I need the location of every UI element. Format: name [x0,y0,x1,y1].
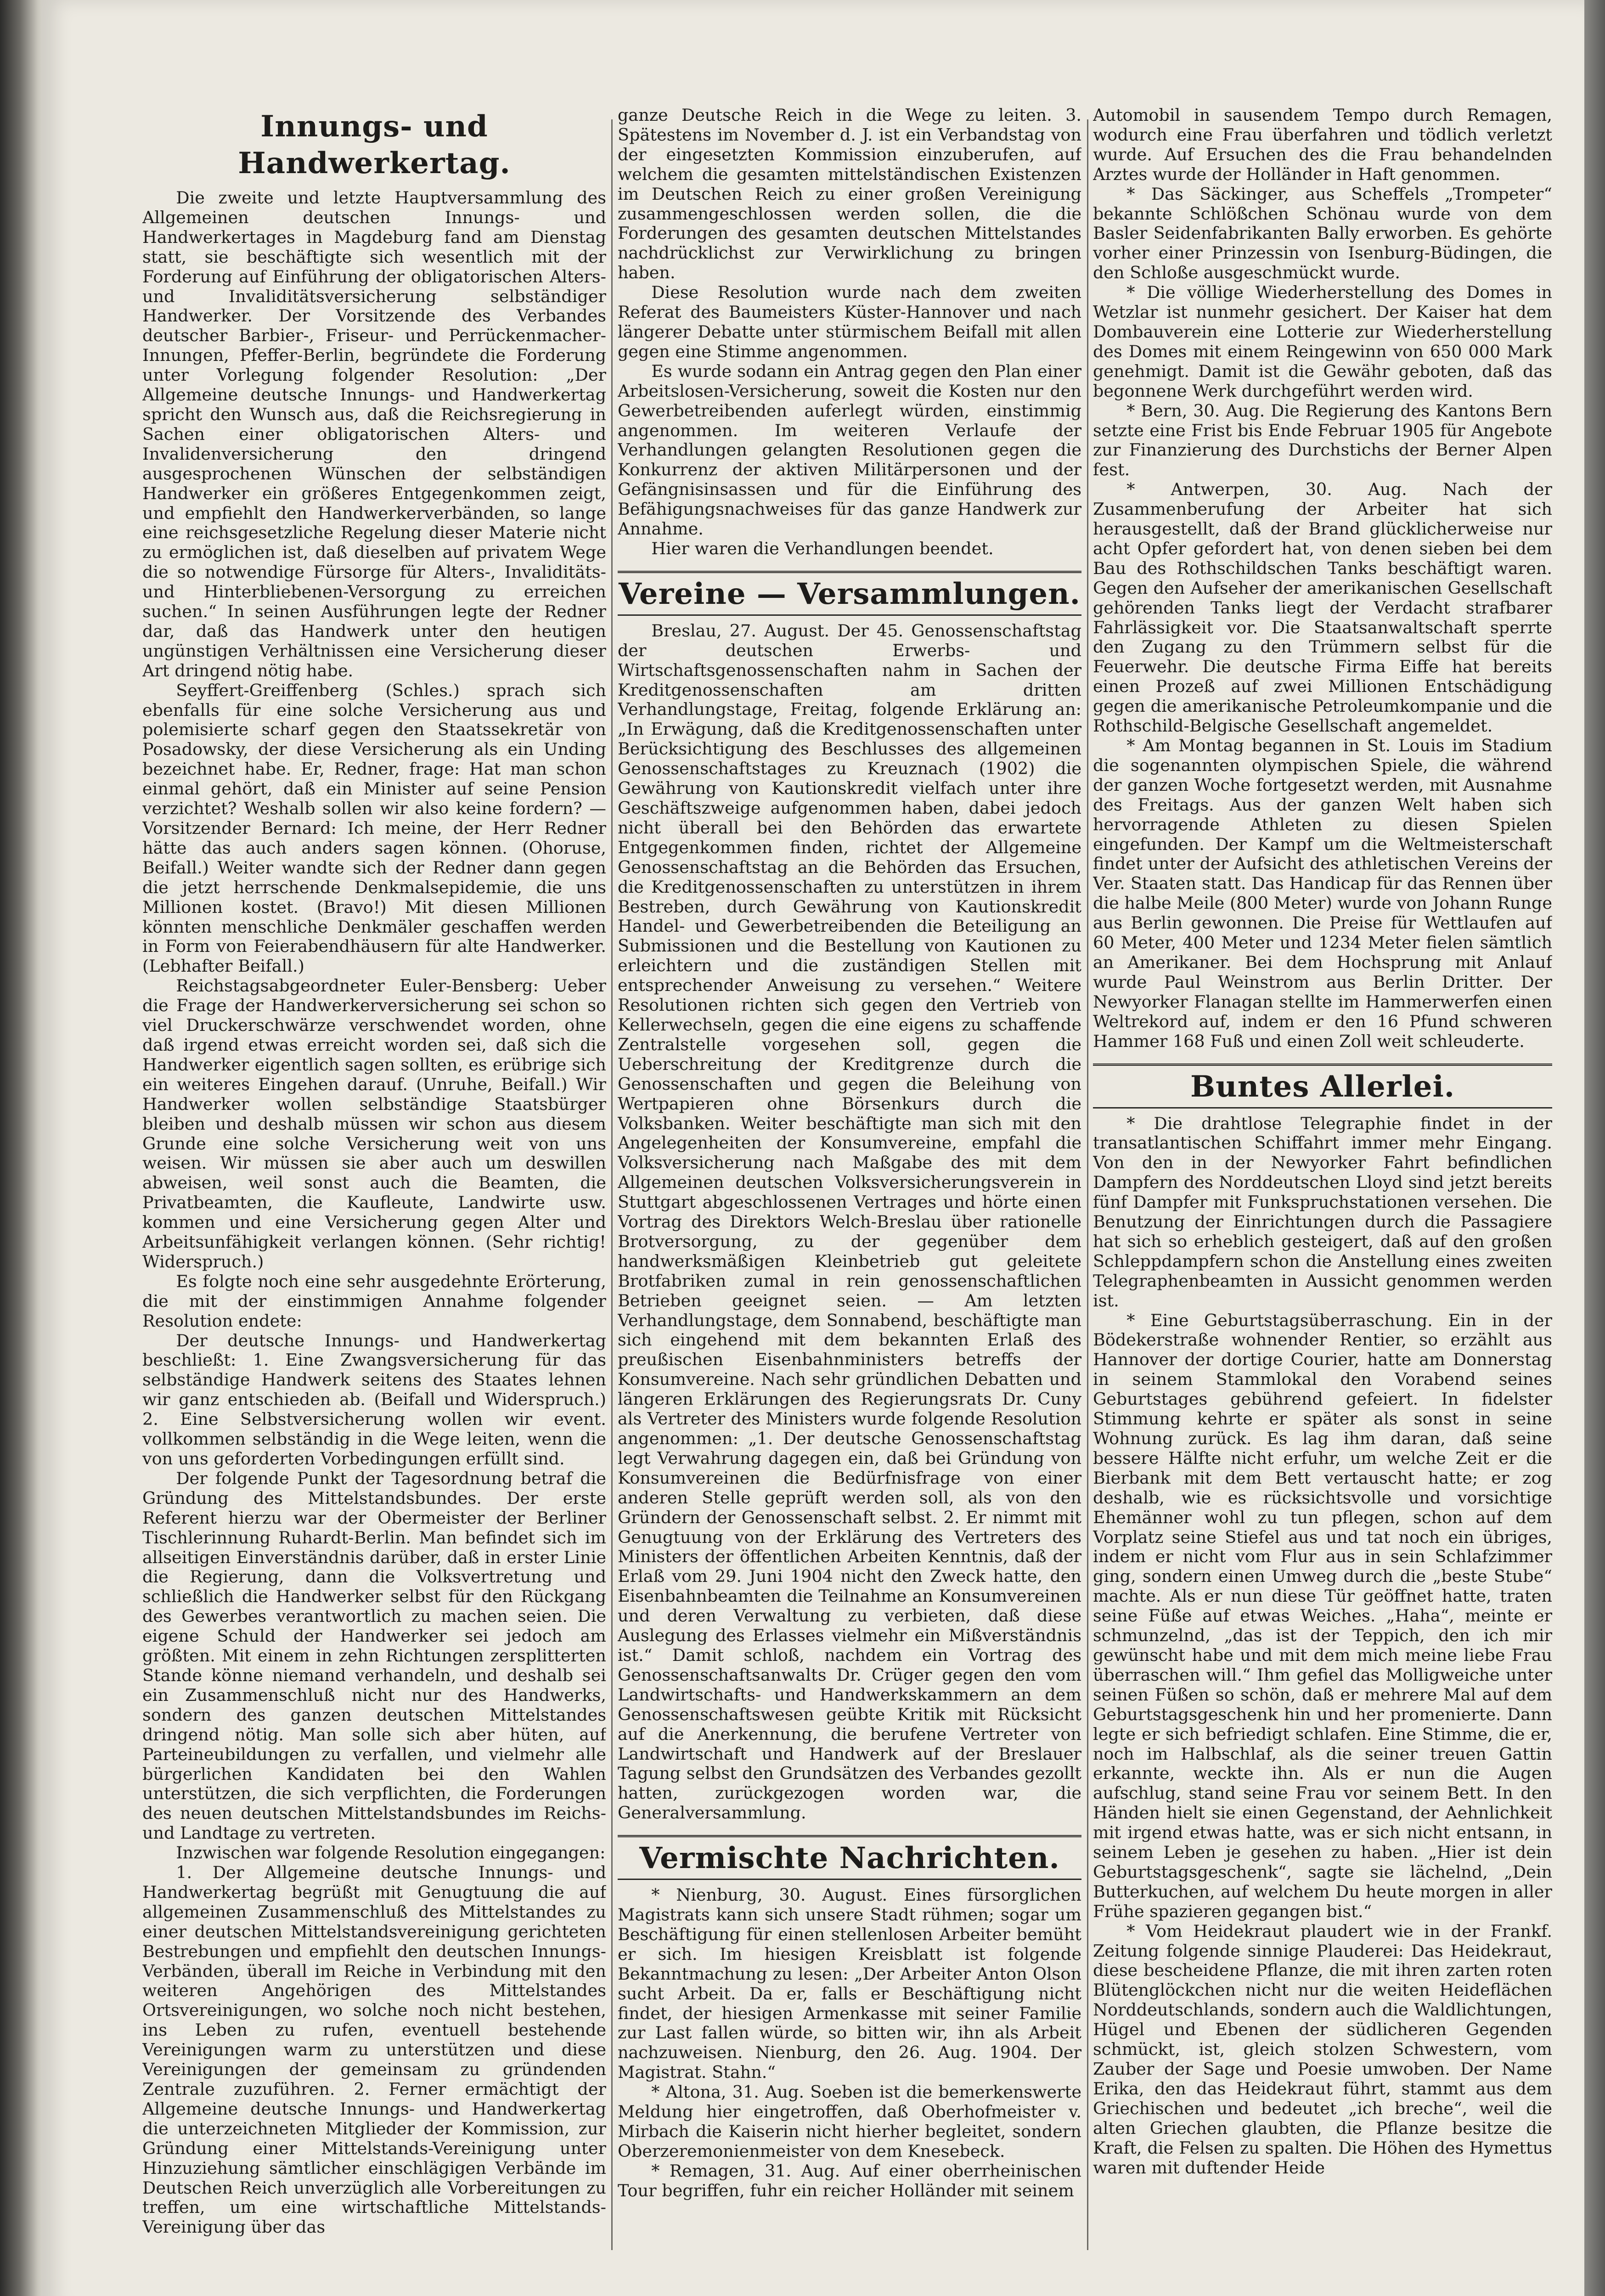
paragraph: * Am Montag begannen in St. Louis im Stadium die sogenannten olympischen Spiele, die während der ganzen Woche fortgesetzt werden, mit Ausnahme des Freitags. Aus der ganzen Welt haben sich hervorragende Athleten zu diesen Spielen eingefunden. Der Kampf um die Weltmeisterschaft findet unter der Aufsicht des athletischen Vereins der Ver. Staaten statt. Das Handicap für das Rennen über die halbe Meile (800 Meter) wurde von Johann Runge aus Berlin gewonnen. Die Preise für Wettlaufen auf 60 Meter, 400 Meter und 1234 Meter fielen sämtlich an Amerikaner. Bei dem Hochsprung mit Anlauf wurde Paul Weinstrom aus Berlin Dritter. Der Newyorker Flanagan stellte im Hammerwerfen einen Weltrekord auf, indem er den 16 Pfund schweren Hammer 168 Fuß und einen Zoll weit schleuderte. [1093,736,1552,1051]
column-rule-2 [1087,119,1088,2250]
paragraph: * Die drahtlose Telegraphie findet in der transatlantischen Schiffahrt immer mehr Eingang. Von den in der Newyorker Fahrt befindlichen Dampfern des Norddeutschen Lloyd sind jetzt bereits fünf Dampfer mit Funkspruchstationen versehen. Die Benutzung der Einrichtungen durch die Passagiere hat sich so erheblich gesteigert, daß auf den großen Schleppdampfern schon die Anstellung eines zweiten Telegraphenbeamten in Aussicht genommen werden ist. [1093,1113,1552,1311]
paragraph: Breslau, 27. August. Der 45. Genossenschaftstag der deutschen Erwerbs- und Wirtschaftsgenossenschaften nahm in Sachen der Kreditgenossenschaften am dritten Verhandlungstage, Freitag, folgende Erklärung an: „In Erwägung, daß die Kreditgenossenschaften unter Berücksichtigung des Beschlusses des allgemeinen Genossenschaftstages zu Kreuznach (1902) die Gewährung von Kautionskredit vielfach unter ihre Geschäftszweige aufgenommen haben, dabei jedoch nicht überall bei den Behörden das erwartete Entgegenkommen finden, richtet der Allgemeine Genossenschaftstag an die Behörden das Ersuchen, die Kreditgenossenschaften zu unterstützen in ihrem Bestreben, durch Gewährung von Kautionskredit Handel- und Gewerbetreibenden die Beteiligung an Submissionen und die Bestellung von Kautionen zu erleichtern und die zuständigen Stellen mit entsprechender Anweisung zu versehen.“ Weitere Resolutionen richten sich gegen den Vertrieb von Kellerwechseln, gegen die eine eigens zu schaffende Zentralstelle vorgesehen soll, gegen die Ueberschreitung der Kreditgrenze durch die Genossenschaften und gegen die Beleihung von Wertpapieren ohne Börsenkurs durch die Volksbanken. Weiter beschäftigte man sich mit den Angelegenheiten der Konsumvereine, empfahl die Volksversicherung nach Maßgabe des mit dem Allgemeinen deutschen Volksversicherungsverein in Stuttgart abgeschlossenen Vertrages und hörte einen Vortrag des Direktors Welch-Breslau über rationelle Brotversorgung, zu der gegenüber dem handwerksmäßigen Kleinbetrieb gut geleitete Brotfabriken zumal in rein genossenschaftlichen Betrieben geeignet seien. — Am letzten Verhandlungstage, dem Sonnabend, beschäftigte man sich eingehend mit dem bekannten Erlaß des preußischen Eisenbahnministers betreffs der Konsumvereine. Nach sehr gründlichen Debatten und längeren Erklärungen des Regierungsrats Dr. Cuny als Vertreter des Ministers wurde folgende Resolution angenommen: „1. Der deutsche Genossenschaftstag legt Verwahrung dagegen ein, daß bei Gründung von Konsumvereinen die Bedürfnisfrage von einer anderen Stelle geprüft werden soll, als von den Gründern der Genossenschaft selbst. 2. Er nimmt mit Genugtuung von der Erklärung des Vertreters des Ministers der öffentlichen Arbeiten Kenntnis, daß der Erlaß vom 29. Juni 1904 nicht den Zweck hatte, den Eisenbahnbeamten die Teilnahme an Konsumvereinen und deren Verwaltung zu verbieten, daß diese Auslegung des Erlasses vielmehr ein Mißverständnis ist.“ Damit schloß, nachdem ein Vortrag des Genossenschaftsanwalts Dr. Crüger gegen den vom Landwirtschafts- und Handwerkskammern an dem Genossenschaftswesen geübte Kritik mit Rücksicht auf die Anerkennung, die berufene Vertreter von Landwirtschaft und Handwerk auf der Breslauer Tagung selbst den Grundsätzen des Verbandes gezollt hatten, zurückgezogen worden war, die Generalversammlung. [618,620,1081,1823]
column-2 [618,106,1081,2264]
article-heading-innungstag: Innungs- und Handwerkertag. [238,109,511,180]
paragraph: * Eine Geburtstagsüberraschung. Ein in der Bödekerstraße wohnender Rentier, so erzählt aus Hannover der dortige Courier, hatte am Donnerstag in seinem Stammlokal den Vorabend seines Geburtstages gebührend gefeiert. In fidelster Stimmung kehrte er später als sonst in seine Wohnung zurück. Es lag ihm daran, daß seine bessere Hälfte nicht erfuhr, um welche Zeit er die Bierbank mit dem Bett vertauscht hatte; er zog deshalb, wie es rücksichtsvolle und vorsichtige Ehemänner wohl zu tun pflegen, schon auf dem Vorplatz seine Stiefel aus und tat noch ein übriges, indem er nicht vom Flur aus in sein Schlafzimmer ging, sondern einen Umweg durch die „beste Stube“ machte. Als er nun diese Tür geöffnet hatte, traten seine Füße auf etwas Weiches. „Haha“, meinte er schmunzelnd, „das ist der Teppich, den ich mir gewünscht habe und mit dem mich meine liebe Frau überraschen will.“ Ihm gefiel das Molligweiche unter seinen Füßen so schön, daß er mehrere Mal auf dem Geburtstagsgeschenk hin und her promenierte. Dann legte er sich befriedigt schlafen. Eine Stimme, die er, noch im Halbschlaf, als die seiner treuen Gattin erkannte, weckte ihn. Als er nun die Augen aufschlug, stand seine Frau vor seinem Bett. In den Händen hielt sie einen Gegenstand, der Aehnlichkeit mit irgend etwas hatte, was er sich nicht entsann, in seinem Leben je gesehen zu haben. „Hier ist dein Geburtstagsgeschenk“, sagte sie lächelnd, „Dein Butterkuchen, auf welchem Du heute morgen in aller Frühe spazieren gegangen bist.“ [1093,1310,1552,1921]
paragraph: * Vom Heidekraut plaudert wie in der Frankf. Zeitung folgende sinnige Plauderei: Das Heidekraut, diese bescheidene Pflanze, die mit ihren zarten roten Blütenglöckchen nicht nur die weiten Heideflächen Norddeutschlands, sondern auch die Waldlichtungen, Hügel und Ebenen der südlicheren Gegenden schmückt, ist, gleich stolzen Schwestern, vom Zauber der Sage und Poesie umwoben. Der Name Erika, den das Heidekraut führt, stammt aus dem Griechischen und bedeutet „ich breche“, weil die alten Griechen glaubten, die Pflanze besitze die Kraft, die Felsen zu spalten. Die Höhen des Hymettus waren mit duftender Heide [1093,1921,1552,2178]
paragraph: Es folgte noch eine sehr ausgedehnte Erörterung, die mit der einstimmigen Annahme folgender Resolution endete: [142,1271,606,1331]
section-heading-vereine: Vereine — Versammlungen. [618,571,1081,616]
paragraph: * Nienburg, 30. August. Eines fürsorglichen Magistrats kann sich unsere Stadt rühmen; sogar um Beschäftigung für einen stellenlosen Arbeiter bemüht er sich. Im hiesigen Kreisblatt ist folgende Bekanntmachung zu lesen: „Der Arbeiter Anton Olson sucht Arbeit. Da er, falls er Beschäftigung nicht findet, der hiesigen Armenkasse mit seiner Familie zur Last fallen würde, so bitten wir, ihn als Arbeit nachzuweisen. Nienburg, den 26. Aug. 1904. Der Magistrat. Stahn.“ [618,1885,1081,2082]
paragraph: * Das Säckinger, aus Scheffels „Trompeter“ bekannte Schlößchen Schönau wurde von dem Basler Seidenfabrikanten Bally erworben. Es gehörte vorher einer Prinzessin von Isenburg-Büdingen, die den Schloße ausgeschmückt wurde. [1093,184,1552,283]
section-heading-vermischte: Vermischte Nachrichten. [618,1835,1081,1880]
paragraph: * Bern, 30. Aug. Die Regierung des Kantons Bern setzte eine Frist bis Ende Februar 1905 für Angebote zur Finanzierung des Durchstichs der Berner Alpen fest. [1093,400,1552,480]
paragraph: ganze Deutsche Reich in die Wege zu leiten. 3. Spätestens im November d. J. ist ein Verbandstag von der eingesetzten Kommission einzuberufen, auf welchem die gesamten mittelständischen Existenzen im Deutschen Reich zu einer großen Vereinigung zusammengeschlossen werden sollen, die die Forderungen des gesamten deutschen Mittelstandes nachdrücklichst zur Verwirklichung zu bringen haben. [618,106,1081,283]
paragraph: Der folgende Punkt der Tagesordnung betraf die Gründung des Mittelstandsbundes. Der erste Referent hierzu war der Obermeister der Berliner Tischlerinnung Ruhardt-Berlin. Man befindet sich im allseitigen Einverständnis darüber, daß in erster Linie die Regierung, dann die Volksvertretung und schließlich die Handwerker selbst für den Rückgang des Gewerbes verantwortlich zu machen seien. Die eigene Schuld der Handwerker sei jedoch am größten. Mit einem in zehn Richtungen zersplitterten Stande könne niemand verhandeln, und deshalb sei ein Zusammenschluß nicht nur des Handwerks, sondern des ganzen deutschen Mittelstandes dringend nötig. Man solle sich aber hüten, auf Parteineubildungen zu verfallen, und vielmehr alle bürgerlichen Kandidaten bei den Wahlen unterstützen, die sich verpflichten, die Forderungen des neuen deutschen Mittelstandsbundes im Reichs- und Landtage zu vertreten. [142,1468,606,1843]
paragraph: Automobil in sausendem Tempo durch Remagen, wodurch eine Frau überfahren und tödlich verletzt wurde. Auf Ersuchen des die Frau behandelnden Arztes wurde der Holländer in Haft genommen. [1093,106,1552,184]
paragraph: * Remagen, 31. Aug. Auf einer oberrheinischen Tour begriffen, fuhr ein reicher Holländer mit seinem [618,2161,1081,2200]
paragraph: 1. Der Allgemeine deutsche Innungs- und Handwerkertag begrüßt mit Genugtuung die auf allgemeinen Zusammenschluß des Mittelstandes zu einer deutschen Mittelstandsvereinigung gerichteten Bestrebungen und empfiehlt den deutschen Innungs-Verbänden, überall im Reiche in Verbindung mit den weiteren Angehörigen des Mittelstandes Ortsvereinigungen, wo solche noch nicht bestehen, ins Leben zu rufen, eventuell bestehende Vereinigungen warm zu unterstützen und diese Vereinigungen der gemeinsam zu gründenden Zentrale zuzuführen. 2. Ferner ermächtigt der Allgemeine deutsche Innungs- und Handwerkertag die unterzeichneten Mitglieder der Kommission, zur Gründung einer Mittelstands-Vereinigung unter Hinzuziehung sämtlicher einschlägigen Verbände im Deutschen Reich unverzüglich alle Vorbereitungen zu treffen, um eine wirtschaftliche Mittelstands-Vereinigung über das [142,1863,606,2237]
paragraph: Inzwischen war folgende Resolution eingegangen: [176,1843,606,1863]
paragraph: * Antwerpen, 30. Aug. Nach der Zusammenberufung der Arbeiter hat sich herausgestellt, daß der Brand glücklicherweise nur acht Opfer gefordert hat, von denen sieben bei dem Bau des Rothschildschen Tanks beschäftigt waren. Gegen den Aufseher der amerikanischen Gesellschaft gehörenden Tanks liegt der Verdacht strafbarer Fahrlässigkeit vor. Die Staatsanwaltschaft sperrte den Zugang zu den Trümmern selbst für die Feuerwehr. Die deutsche Firma Eiffe hat bereits einen Prozeß auf zwei Millionen Entschädigung gegen die amerikanische Petroleumkompanie und die Rothschild-Belgische Gesellschaft angemeldet. [1093,479,1552,736]
section-heading-buntes: Buntes Allerlei. [1093,1064,1552,1109]
paragraph: Reichstagsabgeordneter Euler-Bensberg: Ueber die Frage der Handwerkerversicherung sei schon so viel Druckerschwärze verschwendet worden, ohne daß irgend etwas erreicht worden sei, daß sich die Handwerker eigentlich sagen sollten, es erübrige sich ein weiteres Eingehen darauf. (Unruhe, Beifall.) Wir Handwerker wollen selbständige Staatsbürger bleiben und deshalb müssen wir schon aus diesem Grunde eine solche Versicherung weit von uns weisen. Wir müssen sie aber auch um deswillen abweisen, weil sonst auch die Beamten, die Privatbeamten, die Kaufleute, Landwirte usw. kommen und eine Versicherung gegen Alter und Arbeitsunfähigkeit verlangen können. (Sehr richtig! Widerspruch.) [142,976,606,1272]
paragraph: * Die völlige Wiederherstellung des Domes in Wetzlar ist nunmehr gesichert. Der Kaiser hat dem Dombauverein eine Lotterie zur Wiederherstellung des Domes mit einem Reingewinn von 650 000 Mark genehmigt. Damit ist die Gewähr geboten, daß das begonnene Werk durchgeführt werden wird. [1093,282,1552,401]
paragraph: Diese Resolution wurde nach dem zweiten Referat des Baumeisters Küster-Hannover und nach längerer Debatte unter stürmischem Beifall mit allen gegen eine Stimme angenommen. [618,282,1081,361]
paragraph: Es wurde sodann ein Antrag gegen den Plan einer Arbeitslosen-Versicherung, soweit die Kosten nur den Gewerbetreibenden auferlegt würden, einstimmig angenommen. Im weiteren Verlaufe der Verhandlungen gelangten Resolutionen gegen die Konkurrenz der aktiven Militärpersonen und der Gefängnisinsassen und für die Einführung des Befähigungsnachweises für das ganze Handwerk zur Annahme. [618,361,1081,539]
paragraph: Hier waren die Verhandlungen beendet. [651,538,994,558]
column-3 [1093,106,1552,2264]
column-1 [142,106,606,2264]
column-rule-1 [611,119,613,2250]
paragraph: Seyffert-Greiffenberg (Schles.) sprach sich ebenfalls für eine solche Versicherung aus und polemisierte scharf gegen den Staatssekretär von Posadowsky, der diese Versicherung als ein Unding bezeichnet habe. Er, Redner, frage: Hat man schon einmal gehört, daß ein Minister auf seine Pension verzichtet? Weshalb sollen wir also keine fordern? — Vorsitzender Bernard: Ich meine, der Herr Redner hätte das auch anders sagen können. (Ohoruse, Beifall.) Weiter wandte sich der Redner dann gegen die jetzt herrschende Denkmalsepidemie, die uns Millionen kostet. (Bravo!) Mit diesen Millionen könnten menschliche Denkmäler geschaffen werden in Form von Feierabendhäusern für alte Handwerker. (Lebhafter Beifall.) [142,680,606,976]
paragraph: * Altona, 31. Aug. Soeben ist die bemerkenswerte Meldung hier eingetroffen, daß Oberhofmeister v. Mirbach die Kaiserin nicht hierher begleitet, sondern Oberzeremonienmeister von dem Knesebeck. [618,2082,1081,2161]
paragraph: Der deutsche Innungs- und Handwerkertag beschließt: 1. Eine Zwangsversicherung für das selbständige Handwerk seitens des Staates lehnen wir ganz entschieden ab. (Beifall und Widerspruch.) 2. Eine Selbstversicherung wollen wir event. vollkommen selbständig in die Wege leiten, wenn die von uns geforderten Vorbedingungen erfüllt sind. [142,1330,606,1469]
page-edge [1584,0,1605,2296]
paragraph: Die zweite und letzte Hauptversammlung des Allgemeinen deutschen Innungs- und Handwerkertages in Magdeburg fand am Dienstag statt, sie beschäftigte sich wesentlich mit der Forderung auf Einführung der obligatorischen Alters- und Invaliditätsversicherung selbständiger Handwerker. Der Vorsitzende des Verbandes deutscher Barbier-, Friseur- und Perrückenmacher-Innungen, Pfeffer-Berlin, begründete die Forderung unter Vorlegung folgender Resolution: „Der Allgemeine deutsche Innungs- und Handwerkertag spricht den Wunsch aus, daß die Reichsregierung in Sachen einer obligatorischen Alters- und Invalidenversicherung den dringend ausgesprochenen Wünschen der selbständigen Handwerker ein größeres Entgegenkommen zeigt, und empfiehlt den Handwerkerverbänden, so lange eine reichsgesetzliche Regelung dieser Materie nicht zu ermöglichen ist, daß dieselben auf privatem Wege die so notwendige Fürsorge für Alters-, Invaliditäts- und Hinterbliebenen-Versorgung zu erreichen suchen.“ In seinen Ausführungen legte der Redner dar, daß das Handwerk unter den heutigen ungünstigen Verhältnissen eine Versicherung dieser Art dringend nötig habe. [142,188,606,681]
